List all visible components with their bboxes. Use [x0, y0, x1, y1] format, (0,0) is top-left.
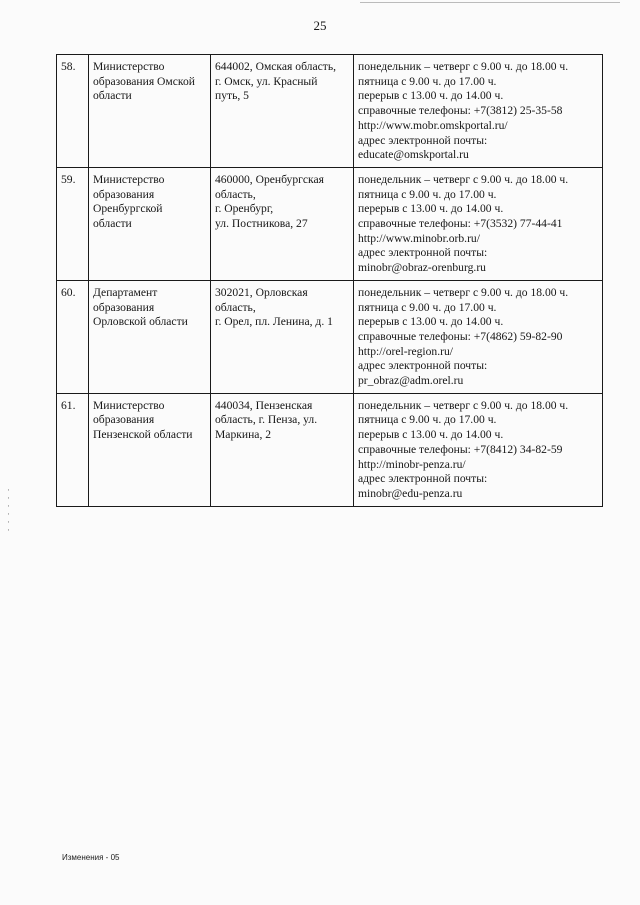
text-line: справочные телефоны: +7(3532) 77-44-41	[358, 217, 563, 231]
organization-name	[89, 167, 211, 280]
text-line: 440034, Пензенская	[215, 398, 313, 412]
organization-name	[89, 55, 211, 168]
table-row	[57, 393, 603, 506]
email-address: minobr@edu-penza.ru	[358, 486, 463, 500]
text-line: Орловской области	[93, 315, 188, 329]
scan-top-rule	[360, 2, 620, 3]
table-row	[57, 280, 603, 393]
text-line: пятница с 9.00 ч. до 17.00 ч.	[358, 413, 497, 427]
footer-revision-note: Изменения - 05	[62, 853, 120, 862]
text-line: справочные телефоны: +7(8412) 34-82-59	[358, 442, 563, 456]
text-line: понедельник – четверг с 9.00 ч. до 18.00 ч.	[358, 398, 569, 412]
text-line: перерыв с 13.00 ч. до 14.00 ч.	[358, 202, 504, 216]
table-row	[57, 55, 603, 168]
text-line: понедельник – четверг с 9.00 ч. до 18.00 ч.	[358, 172, 569, 186]
scan-edge-marks: · · · · · ·	[7, 485, 10, 535]
postal-address	[211, 280, 354, 393]
text-line: Министерство	[93, 172, 165, 186]
text-line: 644002, Омская область,	[215, 60, 337, 73]
text-line: образования	[93, 187, 155, 201]
text-line: перерыв с 13.00 ч. до 14.00 ч.	[358, 315, 504, 329]
text-line: 302021, Орловская	[215, 285, 308, 299]
organization-name	[89, 393, 211, 506]
text-line: г. Орел, пл. Ленина, д. 1	[215, 315, 333, 329]
text-line: адрес электронной почты:	[358, 359, 488, 373]
text-line: справочные телефоны: +7(3812) 25-35-58	[358, 104, 563, 118]
text-line: Маркина, 2	[215, 428, 272, 442]
row-number: 61.	[57, 393, 89, 506]
table-row	[57, 167, 603, 280]
text-line: пятница с 9.00 ч. до 17.00 ч.	[358, 187, 497, 201]
text-line: Министерство	[93, 398, 165, 412]
text-line: адрес электронной почты:	[358, 246, 488, 260]
row-number: 59.	[57, 167, 89, 280]
text-line: образования	[93, 413, 155, 427]
contact-info	[354, 55, 603, 168]
text-line: г. Омск, ул. Красный	[215, 74, 318, 88]
text-line: области	[93, 89, 132, 103]
row-number: 60.	[57, 280, 89, 393]
text-line: образования	[93, 300, 155, 314]
text-line: область,	[215, 300, 256, 314]
text-line: понедельник – четверг с 9.00 ч. до 18.00 ч.	[358, 60, 569, 73]
postal-address	[211, 167, 354, 280]
postal-address	[211, 55, 354, 168]
text-line: области	[93, 217, 132, 231]
website-url: http://www.mobr.omskportal.ru/	[358, 118, 508, 132]
text-line: Министерство	[93, 60, 165, 73]
text-line: область,	[215, 187, 256, 201]
text-line: адрес электронной почты:	[358, 472, 488, 486]
text-line: перерыв с 13.00 ч. до 14.00 ч.	[358, 89, 504, 103]
text-line: Пензенской области	[93, 428, 193, 442]
text-line: путь, 5	[215, 89, 249, 103]
postal-address	[211, 393, 354, 506]
text-line: понедельник – четверг с 9.00 ч. до 18.00 ч.	[358, 285, 569, 299]
contact-info	[354, 280, 603, 393]
text-line: справочные телефоны: +7(4862) 59-82-90	[358, 329, 563, 343]
email-address: minobr@obraz-orenburg.ru	[358, 261, 486, 275]
text-line: Оренбургской	[93, 202, 163, 216]
text-line: г. Оренбург,	[215, 202, 274, 216]
email-address: educate@omskportal.ru	[358, 148, 469, 162]
website-url: http://www.minobr.orb.ru/	[358, 231, 480, 245]
text-line: ул. Постникова, 27	[215, 217, 308, 231]
contact-info	[354, 167, 603, 280]
text-line: перерыв с 13.00 ч. до 14.00 ч.	[358, 428, 504, 442]
text-line: область, г. Пенза, ул.	[215, 413, 318, 427]
text-line: пятница с 9.00 ч. до 17.00 ч.	[358, 300, 497, 314]
text-line: Департамент	[93, 285, 158, 299]
page-number: 25	[313, 18, 327, 33]
organization-name	[89, 280, 211, 393]
email-address: pr_obraz@adm.orel.ru	[358, 374, 464, 388]
text-line: 460000, Оренбургская	[215, 172, 324, 186]
text-line: пятница с 9.00 ч. до 17.00 ч.	[358, 74, 497, 88]
website-url: http://minobr-penza.ru/	[358, 457, 466, 471]
text-line: образования Омской	[93, 74, 195, 88]
contact-info	[354, 393, 603, 506]
row-number: 58.	[57, 55, 89, 168]
text-line: адрес электронной почты:	[358, 133, 488, 147]
agency-directory-table	[56, 54, 603, 507]
website-url: http://orel-region.ru/	[358, 344, 453, 358]
